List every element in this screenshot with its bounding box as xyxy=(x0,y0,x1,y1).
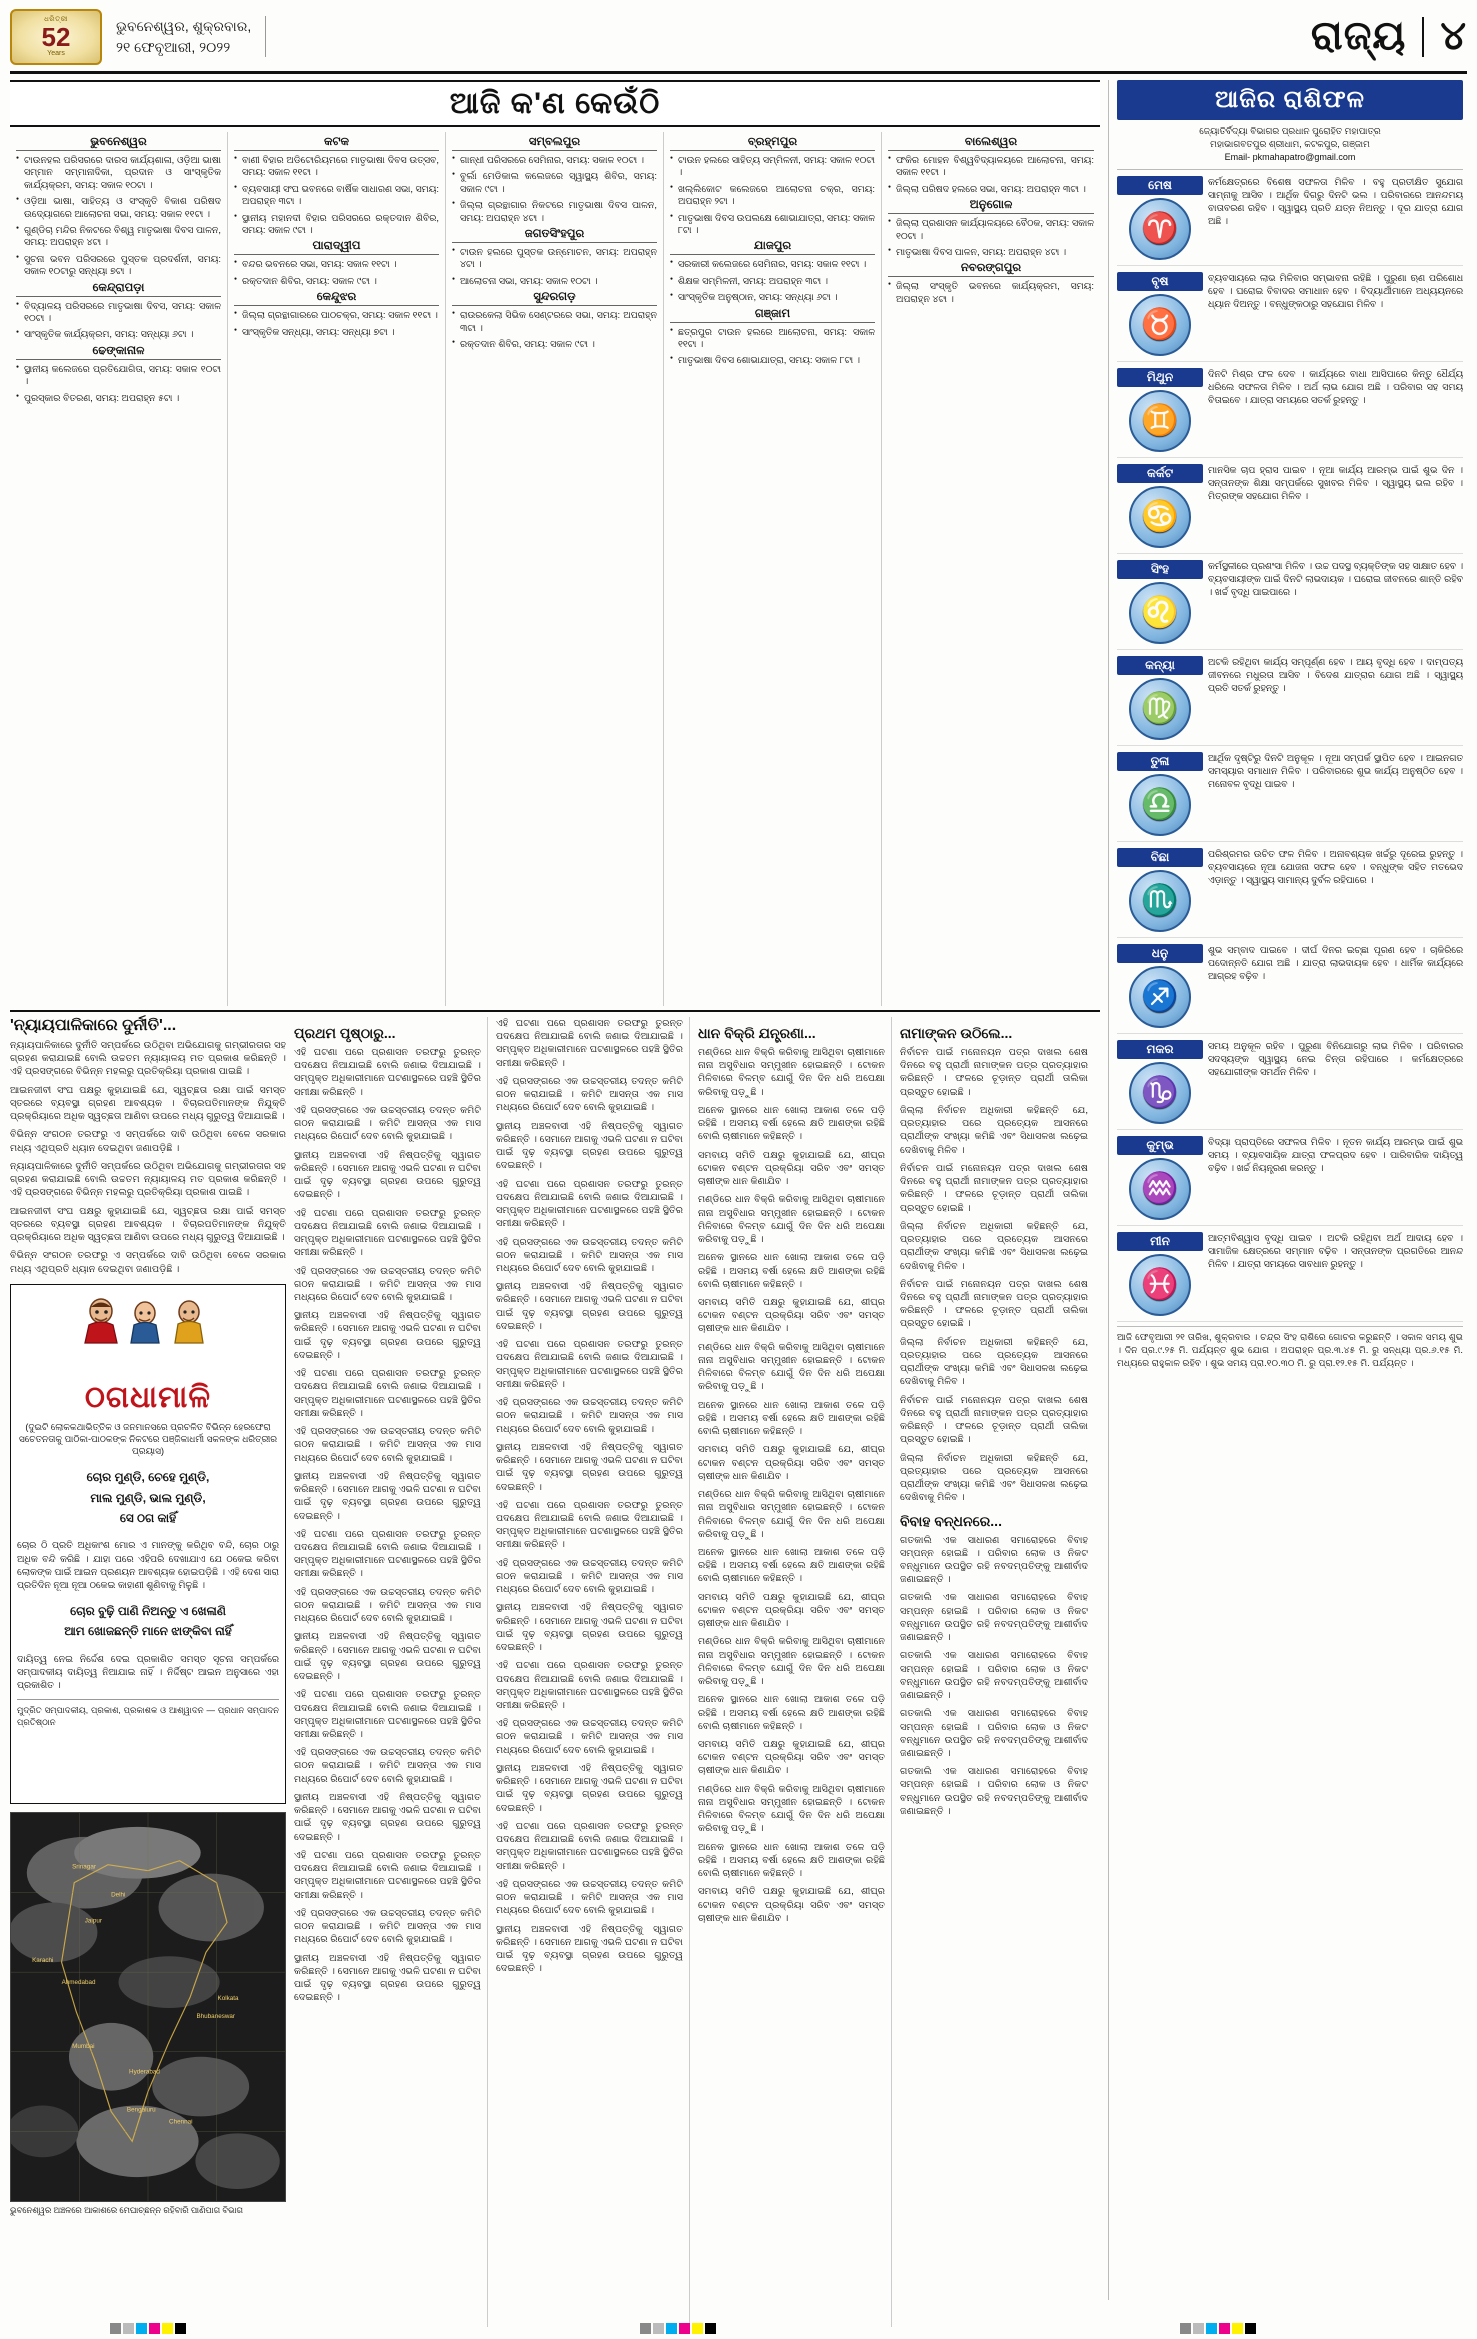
events-listings xyxy=(10,132,1100,1012)
article-paragraph: ଏହି ପ୍ରସଙ୍ଗରେ ଏକ ଉଚ୍ଚସ୍ତରୀୟ ତଦନ୍ତ କମିଟି ଗଠନ କରାଯାଇଛି । କମିଟି ଆସନ୍ତା ଏକ ମାସ ମଧ୍ୟରେ ରିପୋର୍ଟ ଦେବ ବୋଲି କୁହାଯାଇଛି । xyxy=(294,1586,481,1625)
horoscope-title: ଆଜିର ରାଶିଫଳ xyxy=(1117,80,1463,120)
thagadhamali-body: ଚୋର ଠି ପ୍ରତି ଅଧିକାଂଶ ମୋର ଏ ମାନଙ୍କୁ କରିଥିବ ବନ୍ଦି, ଚୋର ଠାରୁ ଅଧିକ ବନ୍ଦି କରିଛି । ଯାହା ପରେ ଏହିପରି ଦେଖାଯାଏ ଯେ ଠକେଇ କରିବା ଲୋକଙ୍କ ପାଇଁ ଆଇନ ପ୍ରଣୟନ ଆବଶ୍ୟକ ହୋଇପଡ଼ିଛି । ଏହି ଦେଶ ସାରା ପ୍ରତିଦିନ ନୂଆ ନୂଆ ଠକେଇ କାହାଣୀ ଶୁଣିବାକୁ ମିଳୁଛି । xyxy=(17,1539,279,1590)
horoscope-sign-name: ମକର xyxy=(1117,1040,1203,1059)
logo-years-label: Years xyxy=(47,50,65,57)
horoscope-sign-row xyxy=(1117,266,1463,362)
article-paragraph: ବିଭିନ୍ନ ସଂଗଠନ ତରଫରୁ ଏ ସମ୍ପର୍କରେ ଦାବି ଉଠିଥିବା ବେଳେ ସରକାର ମଧ୍ୟ ଏଥିପ୍ରତି ଧ୍ୟାନ ଦେଇଥିବା ଜଣାପଡ଼ିଛି । xyxy=(10,1250,286,1275)
zodiac-କୁମ୍ଭ-icon: ♒ xyxy=(1129,1158,1191,1220)
article-paragraph: ଆଇନଜୀବୀ ସଂଘ ପକ୍ଷରୁ କୁହାଯାଇଛି ଯେ, ସ୍ୱଚ୍ଛତା ରକ୍ଷା ପାଇଁ ସମସ୍ତ ସ୍ତରରେ ବ୍ୟବସ୍ଥା ଗ୍ରହଣ ଆବଶ୍ୟକ । ବିଚାରପତିମାନଙ୍କ ନିଯୁକ୍ତି ପ୍ରକ୍ରିୟାରେ ଅଧିକ ସ୍ୱଚ୍ଛତା ଆଣିବା ଉପରେ ମଧ୍ୟ ଗୁରୁତ୍ୱ ଦିଆଯାଇଛି । xyxy=(10,1205,286,1244)
horoscope-sign-badge xyxy=(1117,1136,1203,1220)
article-paragraph: ସମବାୟ ସମିତି ପକ୍ଷରୁ କୁହାଯାଇଛି ଯେ, ଶୀଘ୍ର ଟୋକନ ବଣ୍ଟନ ପ୍ରକ୍ରିୟା ସରିବ ଏବଂ ସମସ୍ତ ଚାଷୀଙ୍କ ଧାନ କିଣାଯିବ । xyxy=(698,1296,885,1335)
event-item: ● ଫକିର ମୋହନ ବିଶ୍ୱବିଦ୍ୟାଳୟରେ ଆଲୋଚନା, ସମୟ: ସକାଳ ୧୧ଟା । xyxy=(888,154,1094,179)
map-city-label: Mumbai xyxy=(72,2042,95,2050)
horoscope-sign-name: କର୍କଟ xyxy=(1117,464,1203,483)
registration-group-center xyxy=(640,2323,716,2334)
article-paragraph: ଏହି ପ୍ରସଙ୍ଗରେ ଏକ ଉଚ୍ଚସ୍ତରୀୟ ତଦନ୍ତ କମିଟି ଗଠନ କରାଯାଇଛି । କମିଟି ଆସନ୍ତା ଏକ ମାସ ମଧ୍ୟରେ ରିପୋର୍ଟ ଦେବ ବୋଲି କୁହାଯାଇଛି । xyxy=(496,1397,683,1435)
article-paragraph: ବିଭିନ୍ନ ସଂଗଠନ ତରଫରୁ ଏ ସମ୍ପର୍କରେ ଦାବି ଉଠିଥିବା ବେଳେ ସରକାର ମଧ୍ୟ ଏଥିପ୍ରତି ଧ୍ୟାନ ଦେଇଥିବା ଜଣାପଡ଼ିଛି । xyxy=(10,1129,286,1154)
events-category-heading: ଗଞ୍ଜାମ xyxy=(670,308,875,323)
horoscope-sign-name: ମିଥୁନ xyxy=(1117,368,1203,387)
article-paragraph: ଏହି ଘଟଣା ପରେ ପ୍ରଶାସନ ତରଫରୁ ତୁରନ୍ତ ପଦକ୍ଷେପ ନିଆଯାଇଛି ବୋଲି ଜଣାଇ ଦିଆଯାଇଛି । ସମ୍ପୃକ୍ତ ଅଧିକାରୀମାନେ ଘଟଣାସ୍ଥଳରେ ପହଞ୍ଚି ସ୍ଥିତିର ସମୀକ୍ଷା କରିଛନ୍ତି । xyxy=(294,1368,481,1419)
zodiac-କର୍କଟ-icon: ♋ xyxy=(1129,486,1191,548)
horoscope-sign-text: ମାନସିକ ଚାପ ହ୍ରାସ ପାଇବ । ନୂଆ କାର୍ଯ୍ୟ ଆରମ୍ଭ ପାଇଁ ଶୁଭ ଦିନ । ସନ୍ତାନଙ୍କ ଶିକ୍ଷା ସମ୍ପର୍କରେ ସୁଖବର ମିଳିବ । ସ୍ୱାସ୍ଥ୍ୟ ଭଲ ରହିବ । ମିତ୍ରଙ୍କ ସହଯୋଗ ମିଳିବ । xyxy=(1208,465,1463,502)
horoscope-sign-badge xyxy=(1117,560,1203,644)
map-city-label: Bhubaneswar xyxy=(196,2012,236,2020)
horoscope-sign-row xyxy=(1117,1034,1463,1130)
thagadhamali-subtitle: (ଦୁଇଟି ଲୋକକଥାଭିତ୍ତିକ ଓ ଜନମାନସରେ ପ୍ରଚଳିତ ବିଭିନ୍ନ ହେରଫେରା ସଚେତନତାକୁ ପାଠିକା-ପାଠକଙ୍କ ନିକଟରେ ପଞ୍ଜିକାଧର୍ମୀ ସକଳଙ୍କ ଧରିତ୍ରୀର ପ୍ରୟାସ) xyxy=(18,1421,278,1457)
event-item: ● ଜିଲ୍ଲା ପରିଷଦ ହଲରେ ସଭା, ସମୟ: ଅପରାହ୍ନ ୩ଟା । xyxy=(888,183,1094,195)
event-item: ● ବ୍ୟବସାୟୀ ସଂଘ ଭବନରେ ବାର୍ଷିକ ସାଧାରଣ ସଭା, ସମୟ: ଅପରାହ୍ନ ୩ଟା । xyxy=(234,183,439,208)
horoscope-sign-name: ବିଛା xyxy=(1117,848,1203,867)
article-paragraph: ଏହି ଘଟଣା ପରେ ପ୍ରଶାସନ ତରଫରୁ ତୁରନ୍ତ ପଦକ୍ଷେପ ନିଆଯାଇଛି ବୋଲି ଜଣାଇ ଦିଆଯାଇଛି । ସମ୍ପୃକ୍ତ ଅଧିକାରୀମାନେ ଘଟଣାସ୍ଥଳରେ ପହଞ୍ଚି ସ୍ଥିତିର ସମୀକ୍ଷା କରିଛନ୍ତି । xyxy=(496,1339,683,1390)
zodiac-କନ୍ୟା-icon: ♍ xyxy=(1129,678,1191,740)
events-banner-title: ଆଜି କ'ଣ କେଉଁଠି xyxy=(449,87,661,120)
article-paragraph: ଅନେକ ସ୍ଥାନରେ ଧାନ ଖୋଲା ଆକାଶ ତଳେ ପଡ଼ି ରହିଛି । ଅସମୟ ବର୍ଷା ହେଲେ କ୍ଷତି ଆଶଙ୍କା ରହିଛି ବୋଲି ଚାଷୀମାନେ କହିଛନ୍ତି । xyxy=(698,1252,885,1290)
article-paragraph: ଏହି ପ୍ରସଙ୍ଗରେ ଏକ ଉଚ୍ଚସ୍ତରୀୟ ତଦନ୍ତ କମିଟି ଗଠନ କରାଯାଇଛି । କମିଟି ଆସନ୍ତା ଏକ ମାସ ମଧ୍ୟରେ ରିପୋର୍ଟ ଦେବ ବୋଲି କୁହାଯାଇଛି । xyxy=(294,1426,481,1464)
event-item: ● ରକ୍ତଦାନ ଶିବିର, ସମୟ: ସକାଳ ୯ଟା । xyxy=(452,338,657,350)
map-city-label: Hyderabad xyxy=(129,2068,160,2076)
horoscope-sign-text: ବ୍ୟବସାୟରେ ଲାଭ ମିଳିବାର ସମ୍ଭାବନା ରହିଛି । ପୁରୁଣା ଋଣ ପରିଶୋଧ ହେବ । ଘରୋଇ ବିବାଦର ସମାଧାନ ହେବ । ବିଦ୍ୟାର୍ଥୀମାନେ ଅଧ୍ୟୟନରେ ଧ୍ୟାନ ଦିଅନ୍ତୁ । ବନ୍ଧୁଙ୍କଠାରୁ ସହଯୋଗ ମିଳିବ । xyxy=(1208,273,1463,310)
article-paragraph: ମଣ୍ଡିରେ ଧାନ ବିକ୍ରି କରିବାକୁ ଆସିଥିବା ଚାଷୀମାନେ ନାନା ଅସୁବିଧାର ସମ୍ମୁଖୀନ ହୋଇଛନ୍ତି । ଟୋକନ ମିଳିବାରେ ବିଳମ୍ବ ଯୋଗୁଁ ଦିନ ଦିନ ଧରି ଅପେକ୍ଷା କରିବାକୁ ପଡ଼ୁଛି । xyxy=(698,1783,885,1835)
horoscope-sign-row xyxy=(1117,170,1463,266)
article-paragraph: ସ୍ଥାନୀୟ ଅଞ୍ଚଳବାସୀ ଏହି ନିଷ୍ପତ୍ତିକୁ ସ୍ୱାଗତ କରିଛନ୍ତି । ସେମାନେ ଆଗକୁ ଏଭଳି ଘଟଣା ନ ଘଟିବା ପାଇଁ ଦୃଢ଼ ବ୍ୟବସ୍ଥା ଗ୍ରହଣ ଉପରେ ଗୁରୁତ୍ୱ ଦେଇଛନ୍ତି । xyxy=(294,1310,481,1361)
events-category-heading: କେନ୍ଦ୍ରାପଡ଼ା xyxy=(16,282,221,297)
news-column-3 xyxy=(698,1017,892,2327)
registration-swatch xyxy=(110,2323,121,2334)
event-item: ● ବନ୍ଦର ଭବନରେ ସଭା, ସମୟ: ସକାଳ ୧୧ଟା । xyxy=(234,258,439,270)
satellite-image xyxy=(10,1812,286,2202)
event-item: ● ଓଡ଼ିଆ ଭାଷା, ସାହିତ୍ୟ ଓ ସଂସ୍କୃତି ବିକାଶ ପରିଷଦ ଉଦ୍ୟୋଗରେ ଆଲୋଚନା ସଭା, ସମୟ: ସକାଳ ୧୧ଟା । xyxy=(16,195,221,220)
events-category-heading: ଢେଙ୍କାନାଳ xyxy=(16,345,221,360)
article-paragraph: ମଣ୍ଡିରେ ଧାନ ବିକ୍ରି କରିବାକୁ ଆସିଥିବା ଚାଷୀମାନେ ନାନା ଅସୁବିଧାର ସମ୍ମୁଖୀନ ହୋଇଛନ୍ତି । ଟୋକନ ମିଳିବାରେ ବିଳମ୍ବ ଯୋଗୁଁ ଦିନ ଦିନ ଧରି ଅପେକ୍ଷା କରିବାକୁ ପଡ଼ୁଛି । xyxy=(698,1341,885,1393)
event-item: ● ସୁଚନା ଭବନ ପରିସରରେ ପୁସ୍ତକ ପ୍ରଦର୍ଶନୀ, ସମୟ: ସକାଳ ୧୦ଟାରୁ ସନ୍ଧ୍ୟା ୭ଟା । xyxy=(16,253,221,278)
credit-email[interactable]: Email- pkmahapatro@gmail.com xyxy=(1224,152,1356,163)
events-category-heading: ବ୍ରହ୍ମପୁର xyxy=(670,136,875,151)
article-paragraph: ସ୍ଥାନୀୟ ଅଞ୍ଚଳବାସୀ ଏହି ନିଷ୍ପତ୍ତିକୁ ସ୍ୱାଗତ କରିଛନ୍ତି । ସେମାନେ ଆଗକୁ ଏଭଳି ଘଟଣା ନ ଘଟିବା ପାଇଁ ଦୃଢ଼ ବ୍ୟବସ୍ଥା ଗ୍ରହଣ ଉପରେ ଗୁରୁତ୍ୱ ଦେଇଛନ୍ତି । xyxy=(294,1952,481,2004)
event-item: ● ଟାଉନ ହଲରେ ସାହିତ୍ୟ ସମ୍ମିଳନୀ, ସମୟ: ସକାଳ ୧୦ଟା । xyxy=(670,154,875,179)
registration-group-right xyxy=(1180,2323,1256,2334)
thagadhamali-verse xyxy=(17,1467,279,1528)
horoscope-sign-text: ବିଦ୍ୟା ପ୍ରାପ୍ତିରେ ସଫଳତା ମିଳିବ । ନୂତନ କାର୍ଯ୍ୟ ଆରମ୍ଭ ପାଇଁ ଶୁଭ ସମୟ । ବ୍ୟାବସାୟିକ ଯାତ୍ରା ଫଳପ୍ରଦ ହେବ । ପାରିବାରିକ ଦାୟିତ୍ୱ ବଢ଼ିବ । ଖର୍ଚ୍ଚ ନିୟନ୍ତ୍ରଣ କରନ୍ତୁ । xyxy=(1208,1137,1463,1174)
registration-swatch xyxy=(640,2323,651,2334)
events-banner xyxy=(10,80,1100,127)
registration-swatch xyxy=(1193,2323,1204,2334)
map-city-label: Delhi xyxy=(111,1891,126,1899)
article-paragraph: ନିର୍ବାଚନ ପାଇଁ ମନୋନୟନ ପତ୍ର ଦାଖଲ ଶେଷ ଦିନରେ ବହୁ ପ୍ରାର୍ଥୀ ନାମାଙ୍କନ ପତ୍ର ପ୍ରତ୍ୟାହାର କରିଛନ୍ତି । ଫଳରେ ଚୂଡ଼ାନ୍ତ ପ୍ରାର୍ଥୀ ତାଲିକା ପ୍ରସ୍ତୁତ ହୋଇଛି । xyxy=(900,1162,1088,1214)
horoscope-sign-name: ମେଷ xyxy=(1117,176,1203,195)
map-city-label: Karachi xyxy=(32,1957,54,1964)
horoscope-sign-row xyxy=(1117,938,1463,1034)
cartoon-figures-icon xyxy=(73,1293,223,1345)
event-item: ● ସାଂସ୍କୃତିକ ଅନୁଷ୍ଠାନ, ସମୟ: ସନ୍ଧ୍ୟା ୬ଟା । xyxy=(670,291,875,303)
article-paragraph: ଏହି ଘଟଣା ପରେ ପ୍ରଶାସନ ତରଫରୁ ତୁରନ୍ତ ପଦକ୍ଷେପ ନିଆଯାଇଛି ବୋଲି ଜଣାଇ ଦିଆଯାଇଛି । ସମ୍ପୃକ୍ତ ଅଧିକାରୀମାନେ ଘଟଣାସ୍ଥଳରେ ପହଞ୍ଚି ସ୍ଥିତିର ସମୀକ୍ଷା କରିଛନ୍ତି । xyxy=(294,1528,481,1580)
registration-swatch xyxy=(123,2323,134,2334)
page-content xyxy=(10,80,1467,2300)
map-city-label: Kolkata xyxy=(217,1994,239,2002)
horoscope-sign-badge xyxy=(1117,752,1203,836)
article-paragraph: ସ୍ଥାନୀୟ ଅଞ୍ଚଳବାସୀ ଏହି ନିଷ୍ପତ୍ତିକୁ ସ୍ୱାଗତ କରିଛନ୍ତି । ସେମାନେ ଆଗକୁ ଏଭଳି ଘଟଣା ନ ଘଟିବା ପାଇଁ ଦୃଢ଼ ବ୍ୟବସ୍ଥା ଗ୍ରହଣ ଉପରେ ଗୁରୁତ୍ୱ ଦେଇଛନ୍ତି । xyxy=(496,1762,683,1814)
horoscope-sign-text: କର୍ମସ୍ଥଳୀରେ ପ୍ରଶଂସା ମିଳିବ । ଉଚ୍ଚ ପଦସ୍ଥ ବ୍ୟକ୍ତିଙ୍କ ସହ ସାକ୍ଷାତ ହେବ । ବ୍ୟବସାୟୀଙ୍କ ପାଇଁ ଦିନଟି ଲାଭଦାୟକ । ଘରୋଇ ଜୀବନରେ ଶାନ୍ତି ରହିବ । ଖର୍ଚ୍ଚ ବୃଦ୍ଧି ପାଇପାରେ । xyxy=(1208,561,1463,598)
registration-swatch xyxy=(653,2323,664,2334)
map-city-label: Srinagar xyxy=(72,1863,96,1871)
verse2-line-2: ଆମ ଖୋଜଛନ୍ତି ମାନେ ଝାଙ୍କିବା ନାହିଁ xyxy=(64,1624,232,1639)
horoscope-sign-badge xyxy=(1117,272,1203,356)
events-category-heading: କେନ୍ଦୁଝର xyxy=(234,291,439,306)
section-title: ରାଜ୍ୟ xyxy=(1310,14,1407,58)
horoscope-sign-name: ତୁଳା xyxy=(1117,752,1203,771)
event-item: ● ସ୍ଥାନୀୟ କଲେଜରେ ପ୍ରତିଯୋଗିତା, ସମୟ: ସକାଳ ୧୦ଟା । xyxy=(16,363,221,388)
horoscope-zone xyxy=(1108,80,1463,2300)
article-paragraph: ଏହି ଘଟଣା ପରେ ପ୍ରଶାସନ ତରଫରୁ ତୁରନ୍ତ ପଦକ୍ଷେପ ନିଆଯାଇଛି ବୋଲି ଜଣାଇ ଦିଆଯାଇଛି । ସମ୍ପୃକ୍ତ ଅଧିକାରୀମାନେ ଘଟଣାସ୍ଥଳରେ ପହଞ୍ଚି ସ୍ଥିତିର ସମୀକ୍ଷା କରିଛନ୍ତି । xyxy=(294,1849,481,1901)
horoscope-sign-text: ଆର୍ଥିକ ଦୃଷ୍ଟିରୁ ଦିନଟି ଅନୁକୂଳ । ନୂଆ ସମ୍ପର୍କ ସ୍ଥାପିତ ହେବ । ଆଇନଗତ ସମସ୍ୟାର ସମାଧାନ ମିଳିବ । ପରିବାରରେ ଶୁଭ କାର୍ଯ୍ୟ ଅନୁଷ୍ଠିତ ହେବ । ମନୋବଳ ବୃଦ୍ଧି ପାଇବ । xyxy=(1208,753,1463,790)
dateline-date: ୨୧ ଫେବୃଆରୀ, ୨୦୨୨ xyxy=(116,38,231,55)
horoscope-sign-badge xyxy=(1117,944,1203,1028)
article-paragraph: ସ୍ଥାନୀୟ ଅଞ୍ଚଳବାସୀ ଏହି ନିଷ୍ପତ୍ତିକୁ ସ୍ୱାଗତ କରିଛନ୍ତି । ସେମାନେ ଆଗକୁ ଏଭଳି ଘଟଣା ନ ଘଟିବା ପାଇଁ ଦୃଢ଼ ବ୍ୟବସ୍ଥା ଗ୍ରହଣ ଉପରେ ଗୁରୁତ୍ୱ ଦେଇଛନ୍ତି । xyxy=(496,1441,683,1493)
article-paragraph: ସ୍ଥାନୀୟ ଅଞ୍ଚଳବାସୀ ଏହି ନିଷ୍ପତ୍ତିକୁ ସ୍ୱାଗତ କରିଛନ୍ତି । ସେମାନେ ଆଗକୁ ଏଭଳି ଘଟଣା ନ ଘଟିବା ପାଇଁ ଦୃଢ଼ ବ୍ୟବସ୍ଥା ଗ୍ରହଣ ଉପରେ ଗୁରୁତ୍ୱ ଦେଇଛନ୍ତି । xyxy=(294,1631,481,1683)
event-item: ● ପୁରସ୍କାର ବିତରଣ, ସମୟ: ଅପରାହ୍ନ ୫ଟା । xyxy=(16,392,221,404)
article-paragraph: ସମବାୟ ସମିତି ପକ୍ଷରୁ କୁହାଯାଇଛି ଯେ, ଶୀଘ୍ର ଟୋକନ ବଣ୍ଟନ ପ୍ରକ୍ରିୟା ସରିବ ଏବଂ ସମସ୍ତ ଚାଷୀଙ୍କ ଧାନ କିଣାଯିବ । xyxy=(698,1444,885,1482)
horoscope-sign-name: ମୀନ xyxy=(1117,1232,1203,1251)
horoscope-sign-badge xyxy=(1117,464,1203,548)
event-item: ● ମାତୃଭାଷା ଦିବସ ଉପଲକ୍ଷେ ଶୋଭାଯାତ୍ରା, ସମୟ: ସକାଳ ୮ଟା । xyxy=(670,212,875,237)
horoscope-sign-text: ଆତ୍ମବିଶ୍ୱାସ ବୃଦ୍ଧି ପାଇବ । ଅଟକି ରହିଥିବା ଅର୍ଥ ଆଦାୟ ହେବ । ସାମାଜିକ କ୍ଷେତ୍ରରେ ସମ୍ମାନ ବଢ଼ିବ । ସନ୍ତାନଙ୍କ ପ୍ରଗତିରେ ଆନନ୍ଦ ମିଳିବ । ଯାତ୍ରା ସମୟରେ ସାବଧାନ ରୁହନ୍ତୁ । xyxy=(1208,1233,1463,1270)
article-body-nyayapalika xyxy=(10,1039,286,1276)
article-headline-bibaha: ବିବାହ ବନ୍ଧନରେ... xyxy=(900,1512,1002,1529)
thagadhamali-verse-2 xyxy=(17,1601,279,1642)
horoscope-sign-row xyxy=(1117,842,1463,938)
satellite-map-graphic xyxy=(11,1813,285,2201)
news-column-1 xyxy=(294,1017,488,2327)
satellite-weather-block xyxy=(10,1812,286,2216)
events-category-heading: ଅନୁଗୋଳ xyxy=(888,199,1094,214)
zodiac-ମିଥୁନ-icon: ♊ xyxy=(1129,390,1191,452)
article-paragraph: ମଣ୍ଡିରେ ଧାନ ବିକ୍ରି କରିବାକୁ ଆସିଥିବା ଚାଷୀମାନେ ନାନା ଅସୁବିଧାର ସମ୍ମୁଖୀନ ହୋଇଛନ୍ତି । ଟୋକନ ମିଳିବାରେ ବିଳମ୍ବ ଯୋଗୁଁ ଦିନ ଦିନ ଧରି ଅପେକ୍ଷା କରିବାକୁ ପଡ଼ୁଛି । xyxy=(698,1047,885,1098)
masthead-dateline xyxy=(116,16,266,57)
event-item: ● ଜିଲ୍ଲା ସଂସ୍କୃତି ଭବନରେ କାର୍ଯ୍ୟକ୍ରମ, ସମୟ: ଅପରାହ୍ନ ୪ଟା । xyxy=(888,280,1094,305)
article-paragraph: ଏହି ପ୍ରସଙ୍ଗରେ ଏକ ଉଚ୍ଚସ୍ତରୀୟ ତଦନ୍ତ କମିଟି ଗଠନ କରାଯାଇଛି । କମିଟି ଆସନ୍ତା ଏକ ମାସ ମଧ୍ୟରେ ରିପୋର୍ଟ ଦେବ ବୋଲି କୁହାଯାଇଛି । xyxy=(496,1878,683,1917)
registration-swatch xyxy=(666,2323,677,2334)
article-paragraph: ନିର୍ବାଚନ ପାଇଁ ମନୋନୟନ ପତ୍ର ଦାଖଲ ଶେଷ ଦିନରେ ବହୁ ପ୍ରାର୍ଥୀ ନାମାଙ୍କନ ପତ୍ର ପ୍ରତ୍ୟାହାର କରିଛନ୍ତି । ଫଳରେ ଚୂଡ଼ାନ୍ତ ପ୍ରାର୍ଥୀ ତାଲିକା ପ୍ରସ୍ତୁତ ହୋଇଛି । xyxy=(900,1278,1088,1330)
registration-swatch xyxy=(136,2323,147,2334)
article-paragraph: ମଣ୍ଡିରେ ଧାନ ବିକ୍ରି କରିବାକୁ ଆସିଥିବା ଚାଷୀମାନେ ନାନା ଅସୁବିଧାର ସମ୍ମୁଖୀନ ହୋଇଛନ୍ତି । ଟୋକନ ମିଳିବାରେ ବିଳମ୍ବ ଯୋଗୁଁ ଦିନ ଦିନ ଧରି ଅପେକ୍ଷା କରିବାକୁ ପଡ଼ୁଛି । xyxy=(698,1194,885,1246)
article-paragraph: ଏହି ପ୍ରସଙ୍ଗରେ ଏକ ଉଚ୍ଚସ୍ତରୀୟ ତଦନ୍ତ କମିଟି ଗଠନ କରାଯାଇଛି । କମିଟି ଆସନ୍ତା ଏକ ମାସ ମଧ୍ୟରେ ରିପୋର୍ଟ ଦେବ ବୋଲି କୁହାଯାଇଛି । xyxy=(294,1747,481,1785)
article-paragraph: ନିର୍ବାଚନ ପାଇଁ ମନୋନୟନ ପତ୍ର ଦାଖଲ ଶେଷ ଦିନରେ ବହୁ ପ୍ରାର୍ଥୀ ନାମାଙ୍କନ ପତ୍ର ପ୍ରତ୍ୟାହାର କରିଛନ୍ତି । ଫଳରେ ଚୂଡ଼ାନ୍ତ ପ୍ରାର୍ଥୀ ତାଲିକା ପ୍ରସ୍ତୁତ ହୋଇଛି । xyxy=(900,1394,1088,1446)
event-item: ● ଖଲ୍ଲିକୋଟ କଲେଜରେ ଆଲୋଚନା ଚକ୍ର, ସମୟ: ଅପରାହ୍ନ ୨ଟା । xyxy=(670,183,875,208)
events-category-heading: ଭୁବନେଶ୍ୱର xyxy=(16,136,221,151)
color-registration-bars xyxy=(0,2323,1477,2335)
horoscope-list xyxy=(1117,170,1463,1322)
article-paragraph: ଏହି ଘଟଣା ପରେ ପ୍ରଶାସନ ତରଫରୁ ତୁରନ୍ତ ପଦକ୍ଷେପ ନିଆଯାଇଛି ବୋଲି ଜଣାଇ ଦିଆଯାଇଛି । ସମ୍ପୃକ୍ତ ଅଧିକାରୀମାନେ ଘଟଣାସ୍ଥଳରେ ପହଞ୍ଚି ସ୍ଥିତିର ସମୀକ୍ଷା କରିଛନ୍ତି । xyxy=(496,1660,683,1712)
event-item: ● ଗାନ୍ଧୀ ପରିସରରେ ସେମିନାର, ସମୟ: ସକାଳ ୧୦ଟା । xyxy=(452,154,657,166)
horoscope-sign-row xyxy=(1117,1130,1463,1226)
horoscope-sign-badge xyxy=(1117,656,1203,740)
news-column-4 xyxy=(900,1017,1094,2327)
article-paragraph: ଏହି ଘଟଣା ପରେ ପ୍ରଶାସନ ତରଫରୁ ତୁରନ୍ତ ପଦକ୍ଷେପ ନିଆଯାଇଛି ବୋଲି ଜଣାଇ ଦିଆଯାଇଛି । ସମ୍ପୃକ୍ତ ଅଧିକାରୀମାନେ ଘଟଣାସ୍ଥଳରେ ପହଞ୍ଚି ସ୍ଥିତିର ସମୀକ୍ଷା କରିଛନ୍ତି । xyxy=(496,1018,683,1069)
registration-swatch xyxy=(1180,2323,1191,2334)
article-paragraph: ଗତକାଲି ଏକ ସାଧାରଣ ସମାରୋହରେ ବିବାହ ସମ୍ପନ୍ନ ହୋଇଛି । ପରିବାର ଲୋକ ଓ ନିକଟ ବନ୍ଧୁମାନେ ଉପସ୍ଥିତ ରହି ନବଦମ୍ପତିଙ୍କୁ ଆଶୀର୍ବାଦ ଜଣାଇଛନ୍ତି । xyxy=(900,1592,1088,1644)
verse-line-1: ଚୋର ମୁଣ୍ଡି, ଚେହେ ମୁଣ୍ଡି, xyxy=(86,1470,210,1485)
article-paragraph: ମଣ୍ଡିରେ ଧାନ ବିକ୍ରି କରିବାକୁ ଆସିଥିବା ଚାଷୀମାନେ ନାନା ଅସୁବିଧାର ସମ୍ମୁଖୀନ ହୋଇଛନ୍ତି । ଟୋକନ ମିଳିବାରେ ବିଳମ୍ବ ଯୋଗୁଁ ଦିନ ଦିନ ଧରି ଅପେକ୍ଷା କରିବାକୁ ପଡ଼ୁଛି । xyxy=(698,1636,885,1688)
article-paragraph: ଏହି ପ୍ରସଙ୍ଗରେ ଏକ ଉଚ୍ଚସ୍ତରୀୟ ତଦନ୍ତ କମିଟି ଗଠନ କରାଯାଇଛି । କମିଟି ଆସନ୍ତା ଏକ ମାସ ମଧ୍ୟରେ ରିପୋର୍ଟ ଦେବ ବୋଲି କୁହାଯାଇଛି । xyxy=(496,1236,683,1274)
article-paragraph: ଏହି ପ୍ରସଙ୍ଗରେ ଏକ ଉଚ୍ଚସ୍ତରୀୟ ତଦନ୍ତ କମିଟି ଗଠନ କରାଯାଇଛି । କମିଟି ଆସନ୍ତା ଏକ ମାସ ମଧ୍ୟରେ ରିପୋର୍ଟ ଦେବ ବୋଲି କୁହାଯାଇଛି । xyxy=(294,1265,481,1303)
article-paragraph: ସ୍ଥାନୀୟ ଅଞ୍ଚଳବାସୀ ଏହି ନିଷ୍ପତ୍ତିକୁ ସ୍ୱାଗତ କରିଛନ୍ତି । ସେମାନେ ଆଗକୁ ଏଭଳି ଘଟଣା ନ ଘଟିବା ପାଇଁ ଦୃଢ଼ ବ୍ୟବସ୍ଥା ଗ୍ରହଣ ଉପରେ ଗୁରୁତ୍ୱ ଦେଇଛନ୍ତି । xyxy=(496,1923,683,1975)
event-item: ● ମାତୃଭାଷା ଦିବସ ପାଳନ, ସମୟ: ଅପରାହ୍ନ ୪ଟା । xyxy=(888,246,1094,258)
horoscope-sign-row xyxy=(1117,1226,1463,1322)
events-category-heading: ନବରଙ୍ଗପୁର xyxy=(888,262,1094,277)
article-paragraph: ଏହି ଘଟଣା ପରେ ପ୍ରଶାସନ ତରଫରୁ ତୁରନ୍ତ ପଦକ୍ଷେପ ନିଆଯାଇଛି ବୋଲି ଜଣାଇ ଦିଆଯାଇଛି । ସମ୍ପୃକ୍ତ ଅଧିକାରୀମାନେ ଘଟଣାସ୍ଥଳରେ ପହଞ୍ଚି ସ୍ଥିତିର ସମୀକ୍ଷା କରିଛନ୍ତି । xyxy=(496,1820,683,1872)
events-category-heading: ସୁନ୍ଦରଗଡ଼ xyxy=(452,291,657,306)
left-zone xyxy=(10,80,1100,2300)
logo-anniversary-number: 52 xyxy=(41,22,71,52)
registration-swatch xyxy=(175,2323,186,2334)
article-paragraph: ଅନେକ ସ୍ଥାନରେ ଧାନ ଖୋଲା ଆକାଶ ତଳେ ପଡ଼ି ରହିଛି । ଅସମୟ ବର୍ଷା ହେଲେ କ୍ଷତି ଆଶଙ୍କା ରହିଛି ବୋଲି ଚାଷୀମାନେ କହିଛନ୍ତି । xyxy=(698,1104,885,1143)
events-category-heading: ସମ୍ବଲପୁର xyxy=(452,136,657,151)
events-category-heading: ଜଗତସିଂହପୁର xyxy=(452,228,657,243)
article-paragraph: ଗତକାଲି ଏକ ସାଧାରଣ ସମାରୋହରେ ବିବାହ ସମ୍ପନ୍ନ ହୋଇଛି । ପରିବାର ଲୋକ ଓ ନିକଟ ବନ୍ଧୁମାନେ ଉପସ୍ଥିତ ରହି ନବଦମ୍ପତିଙ୍କୁ ଆଶୀର୍ବାଦ ଜଣାଇଛନ୍ତି । xyxy=(900,1534,1088,1586)
zodiac-ତୁଳା-icon: ♎ xyxy=(1129,774,1191,836)
article-body-prathama-b xyxy=(496,1017,683,1975)
divider xyxy=(1422,17,1424,57)
event-item: ● ଆଲୋଚନା ସଭା, ସମୟ: ସକାଳ ୧୦ଟା । xyxy=(452,275,657,287)
thagadhamali-title: ଠଗଧାମାଳି xyxy=(84,1380,212,1414)
horoscope-sign-text: କର୍ମକ୍ଷେତ୍ରରେ ବିଶେଷ ସଫଳତା ମିଳିବ । ବହୁ ପ୍ରତୀକ୍ଷିତ ସୁଯୋଗ ସାମ୍ନାକୁ ଆସିବ । ଆର୍ଥିକ ଦିଗରୁ ଦିନଟି ଭଲ । ପରିବାରରେ ଆନନ୍ଦମୟ ବାତାବରଣ ରହିବ । ସ୍ୱାସ୍ଥ୍ୟ ପ୍ରତି ଯତ୍ନ ନିଅନ୍ତୁ । ଦୂର ଯାତ୍ରା ଯୋଗ ଅଛି । xyxy=(1208,177,1463,227)
article-paragraph: ଏହି ଘଟଣା ପରେ ପ୍ରଶାସନ ତରଫରୁ ତୁରନ୍ତ ପଦକ୍ଷେପ ନିଆଯାଇଛି ବୋଲି ଜଣାଇ ଦିଆଯାଇଛି । ସମ୍ପୃକ୍ତ ଅଧିକାରୀମାନେ ଘଟଣାସ୍ଥଳରେ ପହଞ୍ଚି ସ୍ଥିତିର ସମୀକ୍ଷା କରିଛନ୍ତି । xyxy=(294,1047,481,1098)
events-column-2 xyxy=(228,132,446,1006)
article-paragraph: ଏହି ପ୍ରସଙ୍ଗରେ ଏକ ଉଚ୍ଚସ୍ତରୀୟ ତଦନ୍ତ କମିଟି ଗଠନ କରାଯାଇଛି । କମିଟି ଆସନ୍ତା ଏକ ମାସ ମଧ୍ୟରେ ରିପୋର୍ଟ ଦେବ ବୋଲି କୁହାଯାଇଛି । xyxy=(294,1907,481,1946)
publication-logo xyxy=(10,9,102,65)
zodiac-ବୃଷ-icon: ♉ xyxy=(1129,294,1191,356)
article-paragraph: ଅନେକ ସ୍ଥାନରେ ଧାନ ଖୋଲା ଆକାଶ ତଳେ ପଡ଼ି ରହିଛି । ଅସମୟ ବର୍ଷା ହେଲେ କ୍ଷତି ଆଶଙ୍କା ରହିଛି ବୋଲି ଚାଷୀମାନେ କହିଛନ୍ତି । xyxy=(698,1399,885,1438)
event-item: ● ଜିଲ୍ଲା ପ୍ରଶାସନ କାର୍ଯ୍ୟାଳୟରେ ବୈଠକ, ସମୟ: ସକାଳ ୧୦ଟା । xyxy=(888,217,1094,242)
zodiac-ଧନୁ-icon: ♐ xyxy=(1129,966,1191,1028)
verse2-line-1: ଚୋର ବୁଢ଼ି ପାଣି ନିଅନ୍ତୁ ଏ ଖେଳାଣି xyxy=(70,1603,226,1618)
article-paragraph: ଏହି ପ୍ରସଙ୍ଗରେ ଏକ ଉଚ୍ଚସ୍ତରୀୟ ତଦନ୍ତ କମିଟି ଗଠନ କରାଯାଇଛି । କମିଟି ଆସନ୍ତା ଏକ ମାସ ମଧ୍ୟରେ ରିପୋର୍ଟ ଦେବ ବୋଲି କୁହାଯାଇଛି । xyxy=(294,1104,481,1143)
article-paragraph: ଏହି ପ୍ରସଙ୍ଗରେ ଏକ ଉଚ୍ଚସ୍ତରୀୟ ତଦନ୍ତ କମିଟି ଗଠନ କରାଯାଇଛି । କମିଟି ଆସନ୍ତା ଏକ ମାସ ମଧ୍ୟରେ ରିପୋର୍ଟ ଦେବ ବୋଲି କୁହାଯାଇଛି । xyxy=(496,1557,683,1596)
horoscope-sign-row xyxy=(1117,650,1463,746)
article-paragraph: ନ୍ୟାୟପାଳିକାରେ ଦୁର୍ନୀତି ସମ୍ପର୍କରେ ଉଠିଥିବା ଅଭିଯୋଗକୁ ଗମ୍ଭୀରତାର ସହ ଗ୍ରହଣ କରାଯାଇଛି ବୋଲି ଉଚ୍ଚତମ ନ୍ୟାୟାଳୟ ମତ ପ୍ରକାଶ କରିଛନ୍ତି । ଏହି ପ୍ରସଙ୍ଗରେ ବିଭିନ୍ନ ମହଲରୁ ପ୍ରତିକ୍ରିୟା ପ୍ରକାଶ ପାଇଛି । xyxy=(10,1040,286,1078)
article-paragraph: ଗତକାଲି ଏକ ସାଧାରଣ ସମାରୋହରେ ବିବାହ ସମ୍ପନ୍ନ ହୋଇଛି । ପରିବାର ଲୋକ ଓ ନିକଟ ବନ୍ଧୁମାନେ ଉପସ୍ଥିତ ରହି ନବଦମ୍ପତିଙ୍କୁ ଆଶୀର୍ବାଦ ଜଣାଇଛନ୍ତି । xyxy=(900,1766,1088,1817)
zodiac-ମୀନ-icon: ♓ xyxy=(1129,1254,1191,1316)
map-city-label: Bengaluru xyxy=(126,2106,156,2114)
event-item: ● ମାତୃଭାଷା ଦିବସ ଶୋଭାଯାତ୍ରା, ସମୟ: ସକାଳ ୮ଟା । xyxy=(670,354,875,366)
lower-section xyxy=(10,1017,1100,2327)
horoscope-sign-name: ସିଂହ xyxy=(1117,560,1203,579)
event-item: ● ଗୁଣ୍ଡିଚା ମନ୍ଦିର ନିକଟରେ ବିଶ୍ୱ ମାତୃଭାଷା ଦିବସ ପାଳନ, ସମୟ: ଅପରାହ୍ନ ୪ଟା । xyxy=(16,224,221,249)
news-column-2 xyxy=(496,1017,690,2327)
horoscope-sign-text: ଅଟକି ରହିଥିବା କାର୍ଯ୍ୟ ସମ୍ପୂର୍ଣ୍ଣ ହେବ । ଆୟ ବୃଦ୍ଧି ହେବ । ଦାମ୍ପତ୍ୟ ଜୀବନରେ ମଧୁରତା ଆସିବ । ବିଦେଶ ଯାତ୍ରାର ଯୋଗ ଅଛି । ସ୍ୱାସ୍ଥ୍ୟ ପ୍ରତି ସତର୍କ ରୁହନ୍ତୁ । xyxy=(1208,657,1463,694)
horoscope-sign-text: ପରିଶ୍ରମର ଉଚିତ ଫଳ ମିଳିବ । ଅନାବଶ୍ୟକ ଖର୍ଚ୍ଚରୁ ଦୂରେଇ ରୁହନ୍ତୁ । ବ୍ୟବସାୟରେ ନୂଆ ଯୋଜନା ସଫଳ ହେବ । ବନ୍ଧୁଙ୍କ ସହିତ ମତଭେଦ ଏଡ଼ାନ୍ତୁ । ସ୍ୱାସ୍ଥ୍ୟ ସାମାନ୍ୟ ଦୁର୍ବଳ ରହିପାରେ । xyxy=(1208,849,1463,886)
article-paragraph: ଗତକାଲି ଏକ ସାଧାରଣ ସମାରୋହରେ ବିବାହ ସମ୍ପନ୍ନ ହୋଇଛି । ପରିବାର ଲୋକ ଓ ନିକଟ ବନ୍ଧୁମାନେ ଉପସ୍ଥିତ ରହି ନବଦମ୍ପତିଙ୍କୁ ଆଶୀର୍ବାଦ ଜଣାଇଛନ୍ତି । xyxy=(900,1650,1088,1702)
horoscope-sign-badge xyxy=(1117,848,1203,932)
horoscope-sign-row xyxy=(1117,554,1463,650)
dateline-place: ଭୁବନେଶ୍ୱର, ଶୁକ୍ରବାର, xyxy=(116,18,252,35)
cartoon-illustration xyxy=(17,1291,279,1347)
horoscope-sign-badge xyxy=(1117,368,1203,452)
registration-swatch xyxy=(1219,2323,1230,2334)
registration-swatch xyxy=(1245,2323,1256,2334)
events-column-1 xyxy=(10,132,228,1006)
satellite-caption: ଭୁବନେଶ୍ୱର ଅଞ୍ଚଳରେ ଆକାଶରେ ମେଘାଚ୍ଛନ୍ନ ରହିବାରି ପାଣିପାଗ ବିଭାଗ xyxy=(10,2204,243,2215)
registration-swatch xyxy=(1206,2323,1217,2334)
horoscope-sign-text: ସମୟ ଅନୁକୂଳ ରହିବ । ପୁରୁଣା ବିନିଯୋଗରୁ ଲାଭ ମିଳିବ । ପରିବାରର ସଦସ୍ୟଙ୍କ ସ୍ୱାସ୍ଥ୍ୟ ନେଇ ଚିନ୍ତା ରହିପାରେ । କର୍ମକ୍ଷେତ୍ରରେ ସହଯୋଗୀଙ୍କ ସମର୍ଥନ ମିଳିବ । xyxy=(1208,1041,1463,1078)
events-column-3 xyxy=(446,132,664,1006)
article-paragraph: ସ୍ଥାନୀୟ ଅଞ୍ଚଳବାସୀ ଏହି ନିଷ୍ପତ୍ତିକୁ ସ୍ୱାଗତ କରିଛନ୍ତି । ସେମାନେ ଆଗକୁ ଏଭଳି ଘଟଣା ନ ଘଟିବା ପାଇଁ ଦୃଢ଼ ବ୍ୟବସ୍ଥା ଗ୍ରହଣ ଉପରେ ଗୁରୁତ୍ୱ ଦେଇଛନ୍ତି । xyxy=(496,1120,683,1172)
registration-swatch xyxy=(679,2323,690,2334)
article-paragraph: ନ୍ୟାୟପାଳିକାରେ ଦୁର୍ନୀତି ସମ୍ପର୍କରେ ଉଠିଥିବା ଅଭିଯୋଗକୁ ଗମ୍ଭୀରତାର ସହ ଗ୍ରହଣ କରାଯାଇଛି ବୋଲି ଉଚ୍ଚତମ ନ୍ୟାୟାଳୟ ମତ ପ୍ରକାଶ କରିଛନ୍ତି । ଏହି ପ୍ରସଙ୍ଗରେ ବିଭିନ୍ନ ମହଲରୁ ପ୍ରତିକ୍ରିୟା ପ୍ରକାଶ ପାଇଛି । xyxy=(10,1160,286,1199)
horoscope-sign-text: ଦିନଟି ମିଶ୍ର ଫଳ ଦେବ । କାର୍ଯ୍ୟରେ ବାଧା ଆସିପାରେ କିନ୍ତୁ ଧୈର୍ଯ୍ୟ ଧରିଲେ ସଫଳତା ମିଳିବ । ଅର୍ଥ ଲାଭ ଯୋଗ ଅଛି । ପରିବାର ସହ ସମୟ ବିତାଇବେ । ଯାତ୍ରା ସମୟରେ ସତର୍କ ରୁହନ୍ତୁ । xyxy=(1208,369,1463,406)
horoscope-sign-badge xyxy=(1117,176,1203,260)
article-paragraph: ଏହି ଘଟଣା ପରେ ପ୍ରଶାସନ ତରଫରୁ ତୁରନ୍ତ ପଦକ୍ଷେପ ନିଆଯାଇଛି ବୋଲି ଜଣାଇ ଦିଆଯାଇଛି । ସମ୍ପୃକ୍ତ ଅଧିକାରୀମାନେ ଘଟଣାସ୍ଥଳରେ ପହଞ୍ଚି ସ୍ଥିତିର ସମୀକ୍ଷା କରିଛନ୍ତି । xyxy=(294,1207,481,1259)
article-paragraph: ଏହି ପ୍ରସଙ୍ଗରେ ଏକ ଉଚ୍ଚସ୍ତରୀୟ ତଦନ୍ତ କମିଟି ଗଠନ କରାଯାଇଛି । କମିଟି ଆସନ୍ତା ଏକ ମାସ ମଧ୍ୟରେ ରିପୋର୍ଟ ଦେବ ବୋଲି କୁହାଯାଇଛି । xyxy=(496,1075,683,1114)
article-headline-dhana: ଧାନ ବିକ୍ରି ଯନ୍ତ୍ରଣା... xyxy=(698,1025,816,1041)
event-item: ● ଶିକ୍ଷକ ସମ୍ମିଳନୀ, ସମୟ: ଅପରାହ୍ନ ୩ଟା । xyxy=(670,275,875,287)
map-city-label: Jaipur xyxy=(84,1917,102,1925)
event-item: ● ଜିଲ୍ଲା ଗ୍ରନ୍ଥାଗାରରେ ପାଠଚକ୍ର, ସମୟ: ସକାଳ ୧୧ଟା । xyxy=(234,309,439,321)
article-paragraph: ଏହି ପ୍ରସଙ୍ଗରେ ଏକ ଉଚ୍ଚସ୍ତରୀୟ ତଦନ୍ତ କମିଟି ଗଠନ କରାଯାଇଛି । କମିଟି ଆସନ୍ତା ଏକ ମାସ ମଧ୍ୟରେ ରିପୋର୍ଟ ଦେବ ବୋଲି କୁହାଯାଇଛି । xyxy=(496,1718,683,1756)
event-item: ● ବିଦ୍ୟାଳୟ ପରିସରରେ ମାତୃଭାଷା ଦିବସ, ସମୟ: ସକାଳ ୧୦ଟା । xyxy=(16,300,221,325)
article-paragraph: ସ୍ଥାନୀୟ ଅଞ୍ଚଳବାସୀ ଏହି ନିଷ୍ପତ୍ତିକୁ ସ୍ୱାଗତ କରିଛନ୍ତି । ସେମାନେ ଆଗକୁ ଏଭଳି ଘଟଣା ନ ଘଟିବା ପାଇଁ ଦୃଢ଼ ବ୍ୟବସ୍ଥା ଗ୍ରହଣ ଉପରେ ଗୁରୁତ୍ୱ ଦେଇଛନ୍ତି । xyxy=(496,1281,683,1332)
registration-group-left xyxy=(110,2323,186,2334)
event-item: ● ଟାଉନହଲ ପରିସରରେ ଦାରସ କାର୍ଯ୍ୟଶାଳା, ଓଡ଼ିଆ ଭାଷା ସମ୍ମାନ ସମ୍ମାନାଦିକା, ପ୍ରଦାନ ଓ ସାଂସ୍କୃତିକ କାର୍ଯ୍ୟକ୍ରମ, ସମୟ: ସକାଳ ୧୦ଟା । xyxy=(16,154,221,191)
horoscope-sign-name: ଧନୁ xyxy=(1117,944,1203,963)
horoscope-sign-row xyxy=(1117,362,1463,458)
zodiac-ବିଛା-icon: ♏ xyxy=(1129,870,1191,932)
zodiac-ସିଂହ-icon: ♌ xyxy=(1129,582,1191,644)
event-item: ● ସାଂସ୍କୃତିକ କାର୍ଯ୍ୟକ୍ରମ, ସମୟ: ସନ୍ଧ୍ୟା ୬ଟା । xyxy=(16,328,221,340)
horoscope-sign-name: କୁମ୍ଭ xyxy=(1117,1136,1203,1155)
article-headline-prathama: ପ୍ରଥମ ପୃଷ୍ଠାରୁ... xyxy=(294,1025,396,1041)
registration-swatch xyxy=(705,2323,716,2334)
thagadhamali-footer-note: ଦାୟିତ୍ୱ ନେଇ ନିର୍ଦ୍ଦେଶ ଦେଇ ପ୍ରକାଶିତ ସମସ୍ତ ସୂଚନା ସମ୍ପର୍କରେ ସମ୍ପାଦକୀୟ ଦାୟିତ୍ୱ ନିଆଯାଇ ନାହିଁ । ନିର୍ଦ୍ଦିଷ୍ଟ ଆଇନ ଅନୁସାରେ ଏହା ପ୍ରକାଶିତ । xyxy=(17,1652,279,1691)
events-category-heading: ବାଲେଶ୍ୱର xyxy=(888,136,1094,151)
event-item: ● ରକ୍ତଦାନ ଶିବିର, ସମୟ: ସକାଳ ୯ଟା । xyxy=(234,275,439,287)
map-city-label: Chennai xyxy=(169,2118,193,2126)
article-paragraph: ଅନେକ ସ୍ଥାନରେ ଧାନ ଖୋଲା ଆକାଶ ତଳେ ପଡ଼ି ରହିଛି । ଅସମୟ ବର୍ଷା ହେଲେ କ୍ଷତି ଆଶଙ୍କା ରହିଛି ବୋଲି ଚାଷୀମାନେ କହିଛନ୍ତି । xyxy=(698,1841,885,1880)
article-paragraph: ସ୍ଥାନୀୟ ଅଞ୍ଚଳବାସୀ ଏହି ନିଷ୍ପତ୍ତିକୁ ସ୍ୱାଗତ କରିଛନ୍ତି । ସେମାନେ ଆଗକୁ ଏଭଳି ଘଟଣା ନ ଘଟିବା ପାଇଁ ଦୃଢ଼ ବ୍ୟବସ୍ଥା ଗ୍ରହଣ ଉପରେ ଗୁରୁତ୍ୱ ଦେଇଛନ୍ତି । xyxy=(496,1602,683,1654)
article-paragraph: ଜିଲ୍ଲା ନିର୍ବାଚନ ଅଧିକାରୀ କହିଛନ୍ତି ଯେ, ପ୍ରତ୍ୟାହାର ପରେ ପ୍ରତ୍ୟେକ ଆସନରେ ପ୍ରାର୍ଥୀଙ୍କ ସଂଖ୍ୟା କମିଛି ଏବଂ ସିଧାସଳଖ ଲଢ଼େଇ ଦେଖିବାକୁ ମିଳିବ । xyxy=(900,1452,1088,1504)
article-paragraph: ଜିଲ୍ଲା ନିର୍ବାଚନ ଅଧିକାରୀ କହିଛନ୍ତି ଯେ, ପ୍ରତ୍ୟାହାର ପରେ ପ୍ରତ୍ୟେକ ଆସନରେ ପ୍ରାର୍ଥୀଙ୍କ ସଂଖ୍ୟା କମିଛି ଏବଂ ସିଧାସଳଖ ଲଢ଼େଇ ଦେଖିବାକୁ ମିଳିବ । xyxy=(900,1220,1088,1272)
article-paragraph: ସ୍ଥାନୀୟ ଅଞ୍ଚଳବାସୀ ଏହି ନିଷ୍ପତ୍ତିକୁ ସ୍ୱାଗତ କରିଛନ୍ତି । ସେମାନେ ଆଗକୁ ଏଭଳି ଘଟଣା ନ ଘଟିବା ପାଇଁ ଦୃଢ଼ ବ୍ୟବସ୍ଥା ଗ୍ରହଣ ଉପରେ ଗୁରୁତ୍ୱ ଦେଇଛନ୍ତି । xyxy=(294,1149,481,1201)
registration-swatch xyxy=(1232,2323,1243,2334)
article-paragraph: ସ୍ଥାନୀୟ ଅଞ୍ଚଳବାସୀ ଏହି ନିଷ୍ପତ୍ତିକୁ ସ୍ୱାଗତ କରିଛନ୍ତି । ସେମାନେ ଆଗକୁ ଏଭଳି ଘଟଣା ନ ଘଟିବା ପାଇଁ ଦୃଢ଼ ବ୍ୟବସ୍ଥା ଗ୍ରହଣ ଉପରେ ଗୁରୁତ୍ୱ ଦେଇଛନ୍ତି । xyxy=(294,1470,481,1522)
map-city-label: Ahmedabad xyxy=(61,1979,96,1986)
registration-swatch xyxy=(149,2323,160,2334)
article-paragraph: ଅନେକ ସ୍ଥାନରେ ଧାନ ଖୋଲା ଆକାଶ ତଳେ ପଡ଼ି ରହିଛି । ଅସମୟ ବର୍ଷା ହେଲେ କ୍ଷତି ଆଶଙ୍କା ରହିଛି ବୋଲି ଚାଷୀମାନେ କହିଛନ୍ତି । xyxy=(698,1694,885,1732)
feature-column xyxy=(10,1017,286,2327)
article-paragraph: ସମବାୟ ସମିତି ପକ୍ଷରୁ କୁହାଯାଇଛି ଯେ, ଶୀଘ୍ର ଟୋକନ ବଣ୍ଟନ ପ୍ରକ୍ରିୟା ସରିବ ଏବଂ ସମସ୍ତ ଚାଷୀଙ୍କ ଧାନ କିଣାଯିବ । xyxy=(698,1149,885,1188)
events-column-5 xyxy=(882,132,1100,1006)
verse-line-3: ସେ ଠଗ କାହିଁ xyxy=(119,1510,177,1525)
article-body-dhana xyxy=(698,1046,885,1925)
event-item: ● ରାଉରକେଲା ସିଭିକ ସେଣ୍ଟରରେ ସଭା, ସମୟ: ଅପରାହ୍ନ ୩ଟା । xyxy=(452,309,657,334)
article-paragraph: ଏହି ଘଟଣା ପରେ ପ୍ରଶାସନ ତରଫରୁ ତୁରନ୍ତ ପଦକ୍ଷେପ ନିଆଯାଇଛି ବୋଲି ଜଣାଇ ଦିଆଯାଇଛି । ସମ୍ପୃକ୍ତ ଅଧିକାରୀମାନେ ଘଟଣାସ୍ଥଳରେ ପହଞ୍ଚି ସ୍ଥିତିର ସମୀକ୍ଷା କରିଛନ୍ତି । xyxy=(496,1499,683,1551)
horoscope-sign-row xyxy=(1117,458,1463,554)
event-item: ● ବାଣୀ ବିହାର ଅଡିଟୋରିୟମରେ ମାତୃଭାଷା ଦିବସ ଉତ୍ସବ, ସମୟ: ସକାଳ ୧୧ଟା । xyxy=(234,154,439,179)
horoscope-sign-name: ବୃଷ xyxy=(1117,272,1203,291)
news-columns xyxy=(294,1017,1094,2327)
article-headline-namankan: ନାମାଙ୍କନ ଉଠିଲେ... xyxy=(900,1025,1013,1041)
zodiac-ମେଷ-icon: ♈ xyxy=(1129,198,1191,260)
verse-line-2: ମାଲ ମୁଣ୍ଡି, ଭାଲ ମୁଣ୍ଡି, xyxy=(90,1490,206,1505)
article-paragraph: ସମବାୟ ସମିତି ପକ୍ଷରୁ କୁହାଯାଇଛି ଯେ, ଶୀଘ୍ର ଟୋକନ ବଣ୍ଟନ ପ୍ରକ୍ରିୟା ସରିବ ଏବଂ ସମସ୍ତ ଚାଷୀଙ୍କ ଧାନ କିଣାଯିବ । xyxy=(698,1739,885,1777)
article-paragraph: ସମବାୟ ସମିତି ପକ୍ଷରୁ କୁହାଯାଇଛି ଯେ, ଶୀଘ୍ର ଟୋକନ ବଣ୍ଟନ ପ୍ରକ୍ରିୟା ସରିବ ଏବଂ ସମସ୍ତ ଚାଷୀଙ୍କ ଧାନ କିଣାଯିବ । xyxy=(698,1886,885,1924)
registration-swatch xyxy=(692,2323,703,2334)
article-paragraph: ଏହି ଘଟଣା ପରେ ପ୍ରଶାସନ ତରଫରୁ ତୁରନ୍ତ ପଦକ୍ଷେପ ନିଆଯାଇଛି ବୋଲି ଜଣାଇ ଦିଆଯାଇଛି । ସମ୍ପୃକ୍ତ ଅଧିକାରୀମାନେ ଘଟଣାସ୍ଥଳରେ ପହଞ୍ଚି ସ୍ଥିତିର ସମୀକ୍ଷା କରିଛନ୍ତି । xyxy=(496,1178,683,1230)
event-item: ● ଛତ୍ରପୁର ଟାଉନ ହଲରେ ଆଲୋଚନା, ସମୟ: ସକାଳ ୧୧ଟା । xyxy=(670,326,875,351)
horoscope-sign-badge xyxy=(1117,1232,1203,1316)
section-header xyxy=(1311,14,1467,59)
page-number: ୪ xyxy=(1440,14,1467,58)
event-item: ● ସ୍ଥାନୀୟ ମହାନଦୀ ବିହାର ପରିସରରେ ରକ୍ତଦାନ ଶିବିର, ସମୟ: ସକାଳ ୯ଟା । xyxy=(234,212,439,237)
masthead xyxy=(10,8,1467,74)
article-body-bibaha xyxy=(900,1534,1088,1819)
credit-line-2: ମହାଭାଗବତପୁର ଶ୍ରୀଧାମ, କଟକପୁର, ଗଞ୍ଜାମ xyxy=(1210,139,1370,150)
article-paragraph: ଏହି ଘଟଣା ପରେ ପ୍ରଶାସନ ତରଫରୁ ତୁରନ୍ତ ପଦକ୍ଷେପ ନିଆଯାଇଛି ବୋଲି ଜଣାଇ ଦିଆଯାଇଛି । ସମ୍ପୃକ୍ତ ଅଧିକାରୀମାନେ ଘଟଣାସ୍ଥଳରେ ପହଞ୍ଚି ସ୍ଥିତିର ସମୀକ୍ଷା କରିଛନ୍ତି । xyxy=(294,1689,481,1741)
article-paragraph: ଜିଲ୍ଲା ନିର୍ବାଚନ ଅଧିକାରୀ କହିଛନ୍ତି ଯେ, ପ୍ରତ୍ୟାହାର ପରେ ପ୍ରତ୍ୟେକ ଆସନରେ ପ୍ରାର୍ଥୀଙ୍କ ସଂଖ୍ୟା କମିଛି ଏବଂ ସିଧାସଳଖ ଲଢ଼େଇ ଦେଖିବାକୁ ମିଳିବ । xyxy=(900,1104,1088,1156)
credit-line-1: ଜ୍ୟୋତିର୍ବିଦ୍ୟା ବିଭାଗର ପ୍ରଧାନ ପୁରୋହିତ ମହାପାତ୍ର xyxy=(1199,126,1381,136)
thagadhamali-credit: ମୁଦ୍ରିତ ସମ୍ପାଦକୀୟ, ପ୍ରକାଶ, ପ୍ରକାଶକ ଓ ଆଶ୍ୱାଦନ — ପ୍ରଧାନ ସମ୍ପାଦନ ପ୍ରତିଷ୍ଠାନ xyxy=(17,1699,279,1729)
event-item: ● ଜିଲ୍ଲା ଗ୍ରନ୍ଥାଗାର ନିକଟରେ ମାତୃଭାଷା ଦିବସ ପାଳନ, ସମୟ: ଅପରାହ୍ନ ୪ଟା । xyxy=(452,199,657,224)
horoscope-sign-row xyxy=(1117,746,1463,842)
article-paragraph: ଜିଲ୍ଲା ନିର୍ବାଚନ ଅଧିକାରୀ କହିଛନ୍ତି ଯେ, ପ୍ରତ୍ୟାହାର ପରେ ପ୍ରତ୍ୟେକ ଆସନରେ ପ୍ରାର୍ଥୀଙ୍କ ସଂଖ୍ୟା କମିଛି ଏବଂ ସିଧାସଳଖ ଲଢ଼େଇ ଦେଖିବାକୁ ମିଳିବ । xyxy=(900,1336,1088,1388)
event-item: ● ବୁର୍ଲା ମେଡିକାଲ କଲେଜରେ ସ୍ୱାସ୍ଥ୍ୟ ଶିବିର, ସମୟ: ସକାଳ ୯ଟା । xyxy=(452,170,657,195)
article-body-prathama-a xyxy=(294,1046,481,2004)
events-category-heading: ଯାଜପୁର xyxy=(670,240,875,255)
article-paragraph: ନିର୍ବାଚନ ପାଇଁ ମନୋନୟନ ପତ୍ର ଦାଖଲ ଶେଷ ଦିନରେ ବହୁ ପ୍ରାର୍ଥୀ ନାମାଙ୍କନ ପତ୍ର ପ୍ରତ୍ୟାହାର କରିଛନ୍ତି । ଫଳରେ ଚୂଡ଼ାନ୍ତ ପ୍ରାର୍ଥୀ ତାଲିକା ପ୍ରସ୍ତୁତ ହୋଇଛି । xyxy=(900,1047,1088,1098)
article-headline-nyayapalika: 'ନ୍ୟାୟପାଳିକାରେ ଦୁର୍ନୀତି'... xyxy=(10,1017,177,1034)
thagadhamali-box xyxy=(10,1284,286,1804)
events-category-heading: ପାରାଦ୍ୱୀପ xyxy=(234,240,439,255)
horoscope-sign-name: କନ୍ୟା xyxy=(1117,656,1203,675)
article-body-namankan xyxy=(900,1046,1088,1505)
article-paragraph: ମଣ୍ଡିରେ ଧାନ ବିକ୍ରି କରିବାକୁ ଆସିଥିବା ଚାଷୀମାନେ ନାନା ଅସୁବିଧାର ସମ୍ମୁଖୀନ ହୋଇଛନ୍ତି । ଟୋକନ ମିଳିବାରେ ବିଳମ୍ବ ଯୋଗୁଁ ଦିନ ଦିନ ଧରି ଅପେକ୍ଷା କରିବାକୁ ପଡ଼ୁଛି । xyxy=(698,1489,885,1540)
article-paragraph: ଗତକାଲି ଏକ ସାଧାରଣ ସମାରୋହରେ ବିବାହ ସମ୍ପନ୍ନ ହୋଇଛି । ପରିବାର ଲୋକ ଓ ନିକଟ ବନ୍ଧୁମାନେ ଉପସ୍ଥିତ ରହି ନବଦମ୍ପତିଙ୍କୁ ଆଶୀର୍ବାଦ ଜଣାଇଛନ୍ତି । xyxy=(900,1708,1088,1760)
article-paragraph: ସମବାୟ ସମିତି ପକ୍ଷରୁ କୁହାଯାଇଛି ଯେ, ଶୀଘ୍ର ଟୋକନ ବଣ୍ଟନ ପ୍ରକ୍ରିୟା ସରିବ ଏବଂ ସମସ୍ତ ଚାଷୀଙ୍କ ଧାନ କିଣାଯିବ । xyxy=(698,1591,885,1630)
horoscope-footer-note: ଆଜି ଫେବୃଆରୀ ୨୧ ତାରିଖ, ଶୁକ୍ରବାର । ଚନ୍ଦ୍ର ସିଂହ ରାଶିରେ ଗୋଚର କରୁଛନ୍ତି । ସକାଳ ସମୟ ଶୁଭ । ଦିନ ପ୍ର.୯.୨୫ ମି. ପର୍ଯ୍ୟନ୍ତ ଶୁଭ ଯୋଗ । ଅପରାହ୍ନ ପ୍ର.୩.୪୫ ମି. ରୁ ସନ୍ଧ୍ୟା ପ୍ର.୬.୧୫ ମି. ମଧ୍ୟରେ ରାହୁକାଳ ରହିବ । ଶୁଭ ସମୟ ପ୍ରା.୧୦.୩୦ ମି. ରୁ ପ୍ରା.୧୨.୧୫ ମି. ପର୍ଯ୍ୟନ୍ତ । xyxy=(1117,1326,1463,1370)
logo-top-text: ଧରିତ୍ରୀ xyxy=(44,16,68,23)
article-paragraph: ସ୍ଥାନୀୟ ଅଞ୍ଚଳବାସୀ ଏହି ନିଷ୍ପତ୍ତିକୁ ସ୍ୱାଗତ କରିଛନ୍ତି । ସେମାନେ ଆଗକୁ ଏଭଳି ଘଟଣା ନ ଘଟିବା ପାଇଁ ଦୃଢ଼ ବ୍ୟବସ୍ଥା ଗ୍ରହଣ ଉପରେ ଗୁରୁତ୍ୱ ଦେଇଛନ୍ତି । xyxy=(294,1791,481,1843)
article-paragraph: ଅନେକ ସ୍ଥାନରେ ଧାନ ଖୋଲା ଆକାଶ ତଳେ ପଡ଼ି ରହିଛି । ଅସମୟ ବର୍ଷା ହେଲେ କ୍ଷତି ଆଶଙ୍କା ରହିଛି ବୋଲି ଚାଷୀମାନେ କହିଛନ୍ତି । xyxy=(698,1546,885,1585)
event-item: ● ଟାଉନ ହଲରେ ପୁସ୍ତକ ଉନ୍ମୋଚନ, ସମୟ: ଅପରାହ୍ନ ୪ଟା । xyxy=(452,246,657,271)
events-column-4 xyxy=(664,132,882,1006)
zodiac-ମକର-icon: ♑ xyxy=(1129,1062,1191,1124)
event-item: ● ସରକାରୀ କଲେଜରେ ସେମିନାର, ସମୟ: ସକାଳ ୧୧ଟା । xyxy=(670,258,875,270)
horoscope-credit xyxy=(1117,120,1463,170)
horoscope-sign-badge xyxy=(1117,1040,1203,1124)
event-item: ● ସାଂସ୍କୃତିକ ସନ୍ଧ୍ୟା, ସମୟ: ସନ୍ଧ୍ୟା ୭ଟା । xyxy=(234,326,439,338)
horoscope-sign-text: ଶୁଭ ସମ୍ବାଦ ପାଇବେ । ଦୀର୍ଘ ଦିନର ଇଚ୍ଛା ପୂରଣ ହେବ । ଚାକିରିରେ ପଦୋନ୍ନତି ଯୋଗ ଅଛି । ଯାତ୍ରା ଲାଭଦାୟକ ହେବ । ଧାର୍ମିକ କାର୍ଯ୍ୟରେ ଆଗ୍ରହ ବଢ଼ିବ । xyxy=(1208,945,1463,982)
events-category-heading: କଟକ xyxy=(234,136,439,151)
registration-swatch xyxy=(162,2323,173,2334)
article-paragraph: ଆଇନଜୀବୀ ସଂଘ ପକ୍ଷରୁ କୁହାଯାଇଛି ଯେ, ସ୍ୱଚ୍ଛତା ରକ୍ଷା ପାଇଁ ସମସ୍ତ ସ୍ତରରେ ବ୍ୟବସ୍ଥା ଗ୍ରହଣ ଆବଶ୍ୟକ । ବିଚାରପତିମାନଙ୍କ ନିଯୁକ୍ତି ପ୍ରକ୍ରିୟାରେ ଅଧିକ ସ୍ୱଚ୍ଛତା ଆଣିବା ଉପରେ ମଧ୍ୟ ଗୁରୁତ୍ୱ ଦିଆଯାଇଛି । xyxy=(10,1084,286,1123)
